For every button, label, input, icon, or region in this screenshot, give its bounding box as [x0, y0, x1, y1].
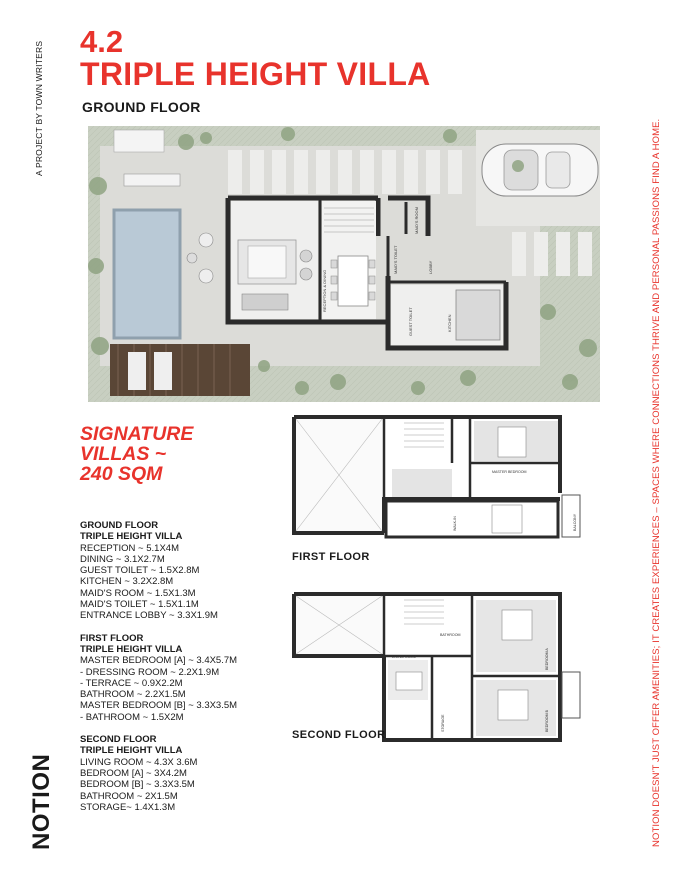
list-item: BATHROOM ~ 2.2X1.5M	[80, 689, 186, 701]
list-item: MASTER BEDROOM [A] ~ 3.4X5.7M	[80, 655, 238, 667]
list-item: KITCHEN ~ 3.2X2.8M	[80, 576, 174, 588]
specs-heading: FIRST FLOOR	[80, 632, 144, 644]
list-item: BATHROOM ~ 2X1.5M	[80, 790, 178, 802]
label-bathroom: BATHROOM	[440, 633, 461, 637]
specs-heading: SECOND FLOOR	[80, 734, 157, 746]
specs-heading: GROUND FLOOR	[80, 520, 159, 531]
specs-ground	[80, 520, 237, 622]
tagline: NOTION DOESN'T JUST OFFER AMENITIES; IT CREATES EXPERIENCES – SPACES WHERE CONNECTIONS THRIVE AND PERSONAL PASSIONS FIND A HOME.	[651, 118, 662, 847]
label-master-bedroom: MASTER BEDROOM	[492, 470, 527, 474]
list-item: - BATHROOM ~ 1.5X2M	[80, 711, 184, 723]
first-floor-label: FIRST FLOOR	[292, 551, 370, 563]
second-floor-label: SECOND FLOOR	[292, 729, 386, 741]
sig-line3: 240 SQM	[80, 463, 163, 485]
label-living: LIVING ROOM	[392, 655, 416, 659]
label-walk-in: WALK-IN	[453, 516, 457, 531]
label-storage: STORAGE	[441, 714, 445, 732]
list-item: STORAGE~ 1.4X1.3M	[80, 801, 176, 813]
signature-villas	[80, 424, 193, 484]
page-subtitle: GROUND FLOOR	[82, 99, 201, 115]
label-lobby: LOBBY	[428, 260, 433, 274]
list-item: LIVING ROOM ~ 4.3X 3.6M	[80, 756, 198, 768]
title-number: 4.2	[80, 24, 124, 59]
list-item: GUEST TOILET ~ 1.5X2.8M	[80, 565, 200, 577]
list-item: - TERRACE ~ 0.9X2.2M	[80, 677, 183, 689]
page-title	[80, 26, 431, 90]
specs-sub: TRIPLE HEIGHT VILLA	[80, 531, 183, 543]
label-maids-toilet: MAID'S TOILET	[393, 245, 398, 274]
list-item: RECEPTION ~ 5.1X4M	[80, 542, 179, 554]
list-item: MASTER BEDROOM [B] ~ 3.3X3.5M	[80, 700, 238, 712]
list-item: DINING ~ 3.1X2.7M	[80, 553, 165, 565]
specs-sub: TRIPLE HEIGHT VILLA	[80, 643, 183, 655]
project-credit: A PROJECT BY TOWN WRITERS	[34, 40, 44, 176]
title-name: TRIPLE HEIGHT VILLA	[80, 56, 431, 92]
sig-line2: VILLAS ~	[80, 443, 167, 465]
ground-floor-plan	[88, 126, 600, 402]
label-bedroom-b: BEDROOM B	[545, 710, 549, 732]
label-balcony: BALCONY	[573, 513, 577, 531]
label-maids-room: MAID'S ROOM	[414, 207, 419, 234]
specs-first	[80, 633, 237, 723]
second-floor-plan	[292, 592, 582, 743]
label-kitchen: KITCHEN	[447, 314, 452, 332]
list-item: ENTRANCE LOBBY ~ 3.3X1.9M	[80, 610, 218, 622]
specs-sub: TRIPLE HEIGHT VILLA	[80, 745, 183, 757]
list-item: BEDROOM [B] ~ 3.3X3.5M	[80, 779, 195, 791]
label-reception: RECEPTION & DINING	[322, 269, 327, 312]
specs-list	[80, 520, 237, 824]
list-item: MAID'S ROOM ~ 1.5X1.3M	[80, 587, 196, 599]
list-item: MAID'S TOILET ~ 1.5X1.1M	[80, 599, 199, 611]
list-item: - DRESSING ROOM ~ 2.2X1.9M	[80, 666, 220, 678]
brand-logo: NOTION	[28, 753, 55, 850]
sig-line1: SIGNATURE	[80, 423, 194, 445]
specs-second	[80, 734, 237, 813]
label-guest-toilet: GUEST TOILET	[408, 307, 413, 336]
list-item: BEDROOM [A] ~ 3X4.2M	[80, 767, 187, 779]
label-bedroom-a: BEDROOM A	[545, 648, 549, 670]
first-floor-plan	[292, 415, 582, 539]
